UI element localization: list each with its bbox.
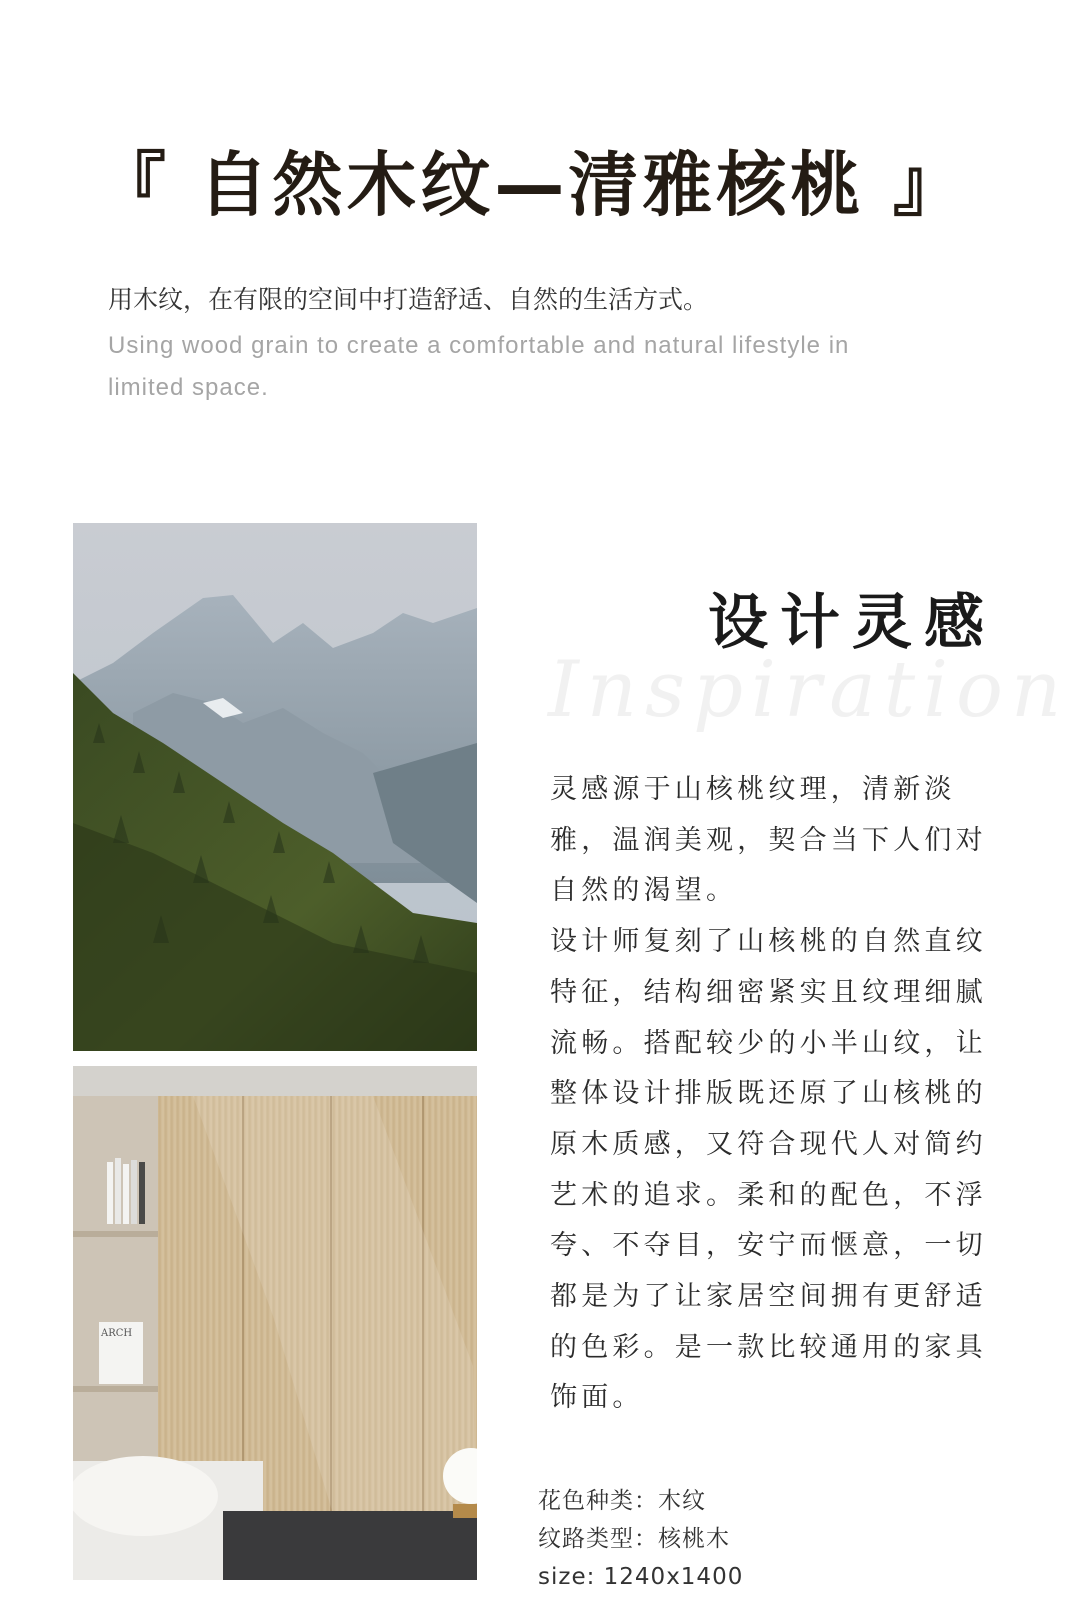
- mountain-forest-photo: [73, 523, 477, 1051]
- interior-wood-panel-photo: [73, 1066, 477, 1580]
- product-specs: [538, 1482, 743, 1596]
- inspiration-description: [550, 765, 1002, 1424]
- book-label: ARCH: [101, 1328, 133, 1339]
- spec-color-type: 花色种类：木纹: [538, 1488, 706, 1514]
- inspiration-watermark: Inspiration: [548, 645, 1070, 735]
- spec-grain-type: 纹路类型：核桃木: [538, 1526, 730, 1552]
- subtitle-chinese: 用木纹，在有限的空间中打造舒适、自然的生活方式。: [108, 285, 709, 314]
- section-title: 设计灵感: [708, 588, 996, 658]
- page-title: 『 自然木纹—清雅核桃 』: [96, 144, 967, 226]
- description-paragraph-1: 灵感源于山核桃纹理，清新淡雅，温润美观，契合当下人们对自然的渴望。: [550, 774, 987, 907]
- spec-size: size: 1240x1400: [538, 1564, 744, 1590]
- description-paragraph-2: 设计师复刻了山核桃的自然直纹特征，结构细密紧实且纹理细腻流畅。搭配较少的小半山纹，让整体设计排版既还原了山核桃的原木质感，又符合现代人对简约艺术的追求。柔和的配色，不浮夸、不夺目，安宁而惬意，一切都是为了让家居空间拥有更舒适的色彩。是一款比较通用的家具饰面。: [550, 926, 987, 1414]
- subtitle-english: Using wood grain to create a comfortable and natural lifestyle in limited space.: [108, 332, 850, 401]
